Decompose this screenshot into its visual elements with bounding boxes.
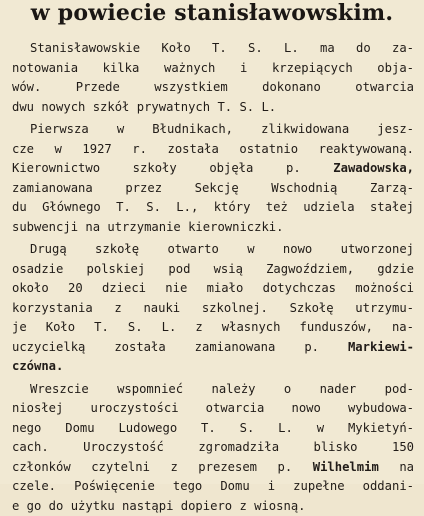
text-line: dwu nowych szkół prywatnych T. S. L. xyxy=(12,98,414,118)
text-line: e go do użytku nastąpi dopiero z wiosną. xyxy=(12,497,414,516)
paragraph-2 xyxy=(12,120,414,237)
text-line: wów. Przede wszystkiem dokonano otwarcia xyxy=(12,78,414,98)
article-body xyxy=(12,39,414,516)
person-name: Zawadowska, xyxy=(333,161,414,175)
person-name: Markiewi- xyxy=(348,340,414,354)
text-line: notowania kilka ważnych i krzepiących obja- xyxy=(12,59,414,79)
person-name: czówna. xyxy=(12,359,63,373)
headline: w powiecie stanisławowskim. xyxy=(0,0,424,26)
text-line: czele. Poświęcenie tego Domu i zupełne oddani- xyxy=(12,477,414,497)
text-line xyxy=(12,458,414,478)
text-line xyxy=(12,357,414,377)
paragraph-4 xyxy=(12,380,414,516)
text-line: korzystania z nauki szkolnej. Szkołę utrzymu- xyxy=(12,299,414,319)
text-line xyxy=(12,338,414,358)
text-line: niosłej uroczystości otwarcia nowo wybudowa- xyxy=(12,399,414,419)
text-line: du Głównego T. S. L., który też udziela stałej xyxy=(12,198,414,218)
text-line: cach. Uroczystość zgromadziła blisko 150 xyxy=(12,438,414,458)
paragraph-3 xyxy=(12,240,414,377)
text-line: Wreszcie wspomnieć należy o nader pod- xyxy=(12,380,414,400)
paragraph-1 xyxy=(12,39,414,117)
text-line: subwencji na utrzymanie kierowniczki. xyxy=(12,218,414,238)
text-line: około 20 dzieci nie miało dotychczas możności xyxy=(12,279,414,299)
text-line: nego Domu Ludowego T. S. L. w Mykietyń- xyxy=(12,419,414,439)
text-line: je Koło T. S. L. z własnych funduszów, na- xyxy=(12,318,414,338)
text-line: cze w 1927 r. została ostatnio reaktywowaną. xyxy=(12,140,414,160)
text-line: Stanisławowskie Koło T. S. L. ma do za- xyxy=(12,39,414,59)
person-name: Wilhelmim xyxy=(313,460,379,474)
text-line: osadzie polskiej pod wsią Zagwoździem, gdzie xyxy=(12,260,414,280)
text-line: Drugą szkołę otwarto w nowo utworzonej xyxy=(12,240,414,260)
text-run: uczycielką została zamianowana p. xyxy=(12,340,348,354)
text-run: Kierownictwo szkoły objęła p. xyxy=(12,161,333,175)
text-line xyxy=(12,159,414,179)
text-run: na xyxy=(379,460,414,474)
text-run: członków czytelni z prezesem p. xyxy=(12,460,313,474)
text-line: zamianowana przez Sekcję Wschodnią Zarzą- xyxy=(12,179,414,199)
text-line: Pierwsza w Błudnikach, zlikwidowana jesz- xyxy=(12,120,414,140)
